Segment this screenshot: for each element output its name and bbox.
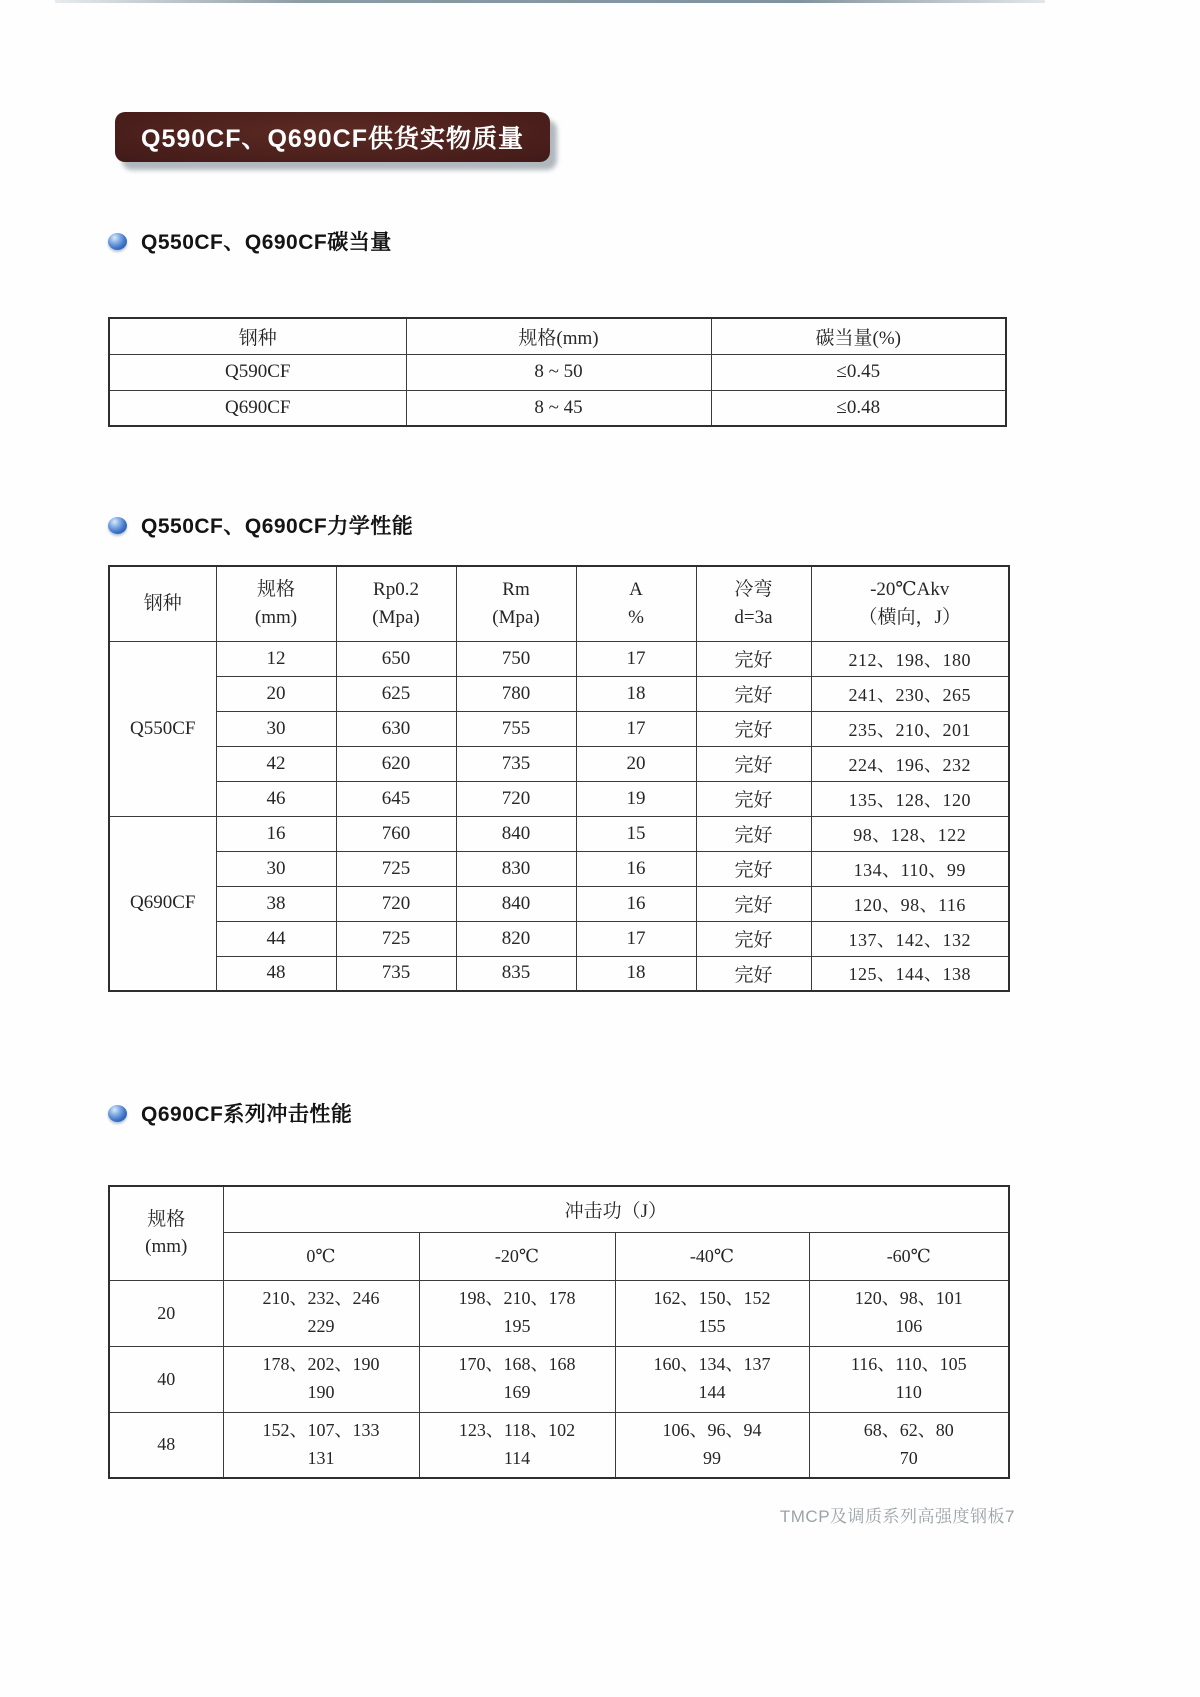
bend-cell: 完好 [696,746,811,781]
column-header: A % [576,566,696,641]
spec-cell: 42 [216,746,336,781]
impact-performance-table [108,1185,1010,1479]
impact-values-cell: 106、96、94 99 [615,1412,809,1478]
bend-cell: 完好 [696,781,811,816]
spec-cell: 20 [216,676,336,711]
table-row [109,1346,1009,1412]
impact-values-cell: 178、202、190 190 [223,1346,419,1412]
spec-cell: 30 [216,711,336,746]
section-heading-mechanical [108,510,413,540]
elongation-cell: 17 [576,711,696,746]
column-header: -20℃Akv （横向，J） [811,566,1009,641]
rp02-cell: 725 [336,921,456,956]
rp02-cell: 620 [336,746,456,781]
rm-cell: 835 [456,956,576,991]
section-title: Q550CF、Q690CF碳当量 [141,231,392,254]
spec-cell: 40 [109,1346,223,1412]
page-footer: TMCP及调质系列高强度钢板7 [779,1507,1015,1526]
table-row [109,921,1009,956]
akv-cell: 241、230、265 [811,676,1009,711]
rm-cell: 750 [456,641,576,676]
elongation-cell: 16 [576,851,696,886]
value-cell: ≤0.48 [711,390,1006,426]
value-cell: ≤0.45 [711,354,1006,390]
scan-edge-artifact [55,0,1045,3]
table-subheader-row [109,1232,1009,1280]
bend-cell: 完好 [696,956,811,991]
spec-cell: 12 [216,641,336,676]
rm-cell: 840 [456,816,576,851]
temp-header: -60℃ [809,1232,1009,1280]
temp-header: -20℃ [419,1232,615,1280]
spec-cell: 8 ~ 45 [406,390,711,426]
table-row [109,746,1009,781]
bend-cell: 完好 [696,921,811,956]
table-row [109,781,1009,816]
impact-values-cell: 152、107、133 131 [223,1412,419,1478]
carbon-equivalent-table [108,317,1007,427]
table-header-row [109,318,1006,354]
spec-cell: 38 [216,886,336,921]
elongation-cell: 19 [576,781,696,816]
table-row [109,1412,1009,1478]
rp02-cell: 650 [336,641,456,676]
mechanical-properties-table [108,565,1010,992]
table-header-row [109,566,1009,641]
column-header: 钢种 [109,566,216,641]
spec-cell: 20 [109,1280,223,1346]
bend-cell: 完好 [696,641,811,676]
akv-cell: 235、210、201 [811,711,1009,746]
spec-cell: 48 [216,956,336,991]
table-row [109,390,1006,426]
bend-cell: 完好 [696,851,811,886]
steel-grade-cell: Q690CF [109,390,406,426]
elongation-cell: 18 [576,676,696,711]
steel-grade-cell: Q550CF [109,641,216,816]
temp-header: -40℃ [615,1232,809,1280]
table-row [109,354,1006,390]
corner-header: 规格 (mm) [109,1186,223,1280]
impact-values-cell: 116、110、105 110 [809,1346,1009,1412]
elongation-cell: 16 [576,886,696,921]
column-header: Rp0.2 (Mpa) [336,566,456,641]
rm-cell: 720 [456,781,576,816]
column-header: Rm (Mpa) [456,566,576,641]
akv-cell: 98、128、122 [811,816,1009,851]
akv-cell: 212、198、180 [811,641,1009,676]
span-header: 冲击功（J） [223,1186,1009,1232]
section-title: Q690CF系列冲击性能 [141,1103,353,1126]
impact-values-cell: 68、62、80 70 [809,1412,1009,1478]
steel-grade-cell: Q690CF [109,816,216,991]
impact-values-cell: 198、210、178 195 [419,1280,615,1346]
section-bullet-icon [108,517,127,534]
spec-cell: 46 [216,781,336,816]
rp02-cell: 625 [336,676,456,711]
section-title: Q550CF、Q690CF力学性能 [141,515,414,538]
impact-values-cell: 170、168、168 169 [419,1346,615,1412]
column-header: 钢种 [109,318,406,354]
impact-values-cell: 120、98、101 106 [809,1280,1009,1346]
rp02-cell: 725 [336,851,456,886]
elongation-cell: 17 [576,641,696,676]
rm-cell: 820 [456,921,576,956]
impact-values-cell: 160、134、137 144 [615,1346,809,1412]
spec-cell: 8 ~ 50 [406,354,711,390]
page-title: Q590CF、Q690CF供货实物质量 [141,125,524,153]
akv-cell: 135、128、120 [811,781,1009,816]
impact-values-cell: 123、118、102 114 [419,1412,615,1478]
section-heading-carbon [108,226,392,256]
rm-cell: 735 [456,746,576,781]
elongation-cell: 20 [576,746,696,781]
akv-cell: 134、110、99 [811,851,1009,886]
table-row [109,956,1009,991]
rp02-cell: 645 [336,781,456,816]
spec-cell: 16 [216,816,336,851]
rm-cell: 780 [456,676,576,711]
table-row [109,676,1009,711]
elongation-cell: 17 [576,921,696,956]
rp02-cell: 720 [336,886,456,921]
section-bullet-icon [108,233,127,250]
table-row [109,886,1009,921]
bend-cell: 完好 [696,711,811,746]
steel-grade-cell: Q590CF [109,354,406,390]
rm-cell: 840 [456,886,576,921]
rp02-cell: 735 [336,956,456,991]
elongation-cell: 15 [576,816,696,851]
spec-cell: 44 [216,921,336,956]
bend-cell: 完好 [696,676,811,711]
table-row [109,711,1009,746]
akv-cell: 120、98、116 [811,886,1009,921]
table-row [109,641,1009,676]
akv-cell: 137、142、132 [811,921,1009,956]
rp02-cell: 760 [336,816,456,851]
page-title-banner [115,112,550,162]
impact-values-cell: 162、150、152 155 [615,1280,809,1346]
rm-cell: 755 [456,711,576,746]
akv-cell: 224、196、232 [811,746,1009,781]
spec-cell: 30 [216,851,336,886]
elongation-cell: 18 [576,956,696,991]
rm-cell: 830 [456,851,576,886]
column-header: 碳当量(%) [711,318,1006,354]
rp02-cell: 630 [336,711,456,746]
column-header: 规格 (mm) [216,566,336,641]
table-row [109,851,1009,886]
bend-cell: 完好 [696,886,811,921]
table-row [109,816,1009,851]
spec-cell: 48 [109,1412,223,1478]
column-header: 规格(mm) [406,318,711,354]
section-heading-impact [108,1098,352,1128]
section-bullet-icon [108,1105,127,1122]
column-header: 冷弯 d=3a [696,566,811,641]
akv-cell: 125、144、138 [811,956,1009,991]
bend-cell: 完好 [696,816,811,851]
table-row [109,1280,1009,1346]
temp-header: 0℃ [223,1232,419,1280]
table-header-row [109,1186,1009,1232]
impact-values-cell: 210、232、246 229 [223,1280,419,1346]
